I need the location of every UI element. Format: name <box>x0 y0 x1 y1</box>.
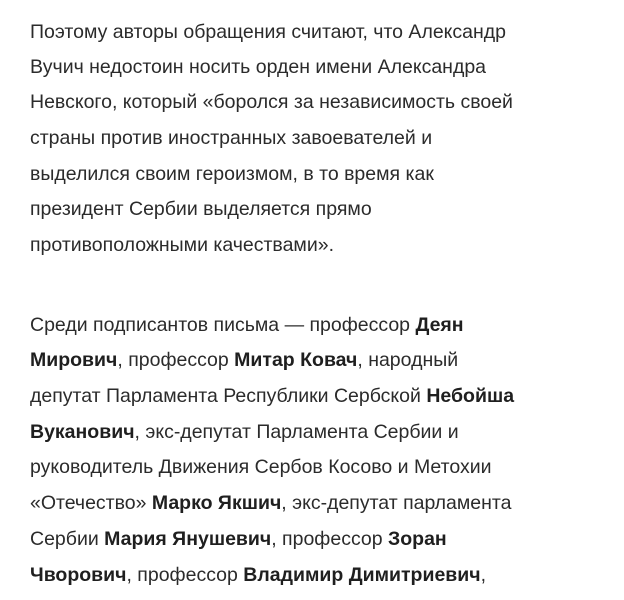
text-run: , профессор <box>126 564 244 586</box>
paragraph-1-line: страны против иностранных завоевателей и <box>30 127 433 149</box>
text-run: депутат Парламента Республики Сербской <box>30 385 427 407</box>
text-run: , экс-депутат Парламента Сербии и <box>134 421 459 443</box>
text-run: , профессор <box>117 349 235 371</box>
signatory-name: Зоран <box>388 528 447 550</box>
paragraph-2-line <box>30 414 459 450</box>
text-run: Сербии <box>30 528 105 550</box>
text-run: Среди подписантов письма — профессор <box>30 314 416 336</box>
paragraph-1-line: выделился своим героизмом, в то время как <box>30 163 434 185</box>
paragraph-1-line: Поэтому авторы обращения считают, что Александр <box>30 21 506 43</box>
signatory-name: Владимир Димитриевич <box>243 564 481 586</box>
text-run: , народный <box>357 349 459 371</box>
paragraph-2-line <box>30 342 458 378</box>
paragraph-2-line <box>30 378 514 414</box>
signatory-name: Митар Ковач <box>234 349 358 371</box>
signatory-name: Марко Якшич <box>151 492 282 514</box>
paragraph-1-line: Невского, который «боролся за независимость своей <box>30 91 513 113</box>
signatory-name: Небойша <box>426 385 515 407</box>
text-run: руководитель Движения Сербов Косово и Метохии <box>30 456 492 478</box>
paragraph-2-line <box>30 307 464 343</box>
paragraph-2-line <box>30 449 491 485</box>
paragraph-1-line: противоположными качествами». <box>30 234 334 256</box>
signatory-name: Деян <box>415 314 464 336</box>
text-run: «Отечество» <box>30 492 152 514</box>
text-run: , профессор <box>271 528 389 550</box>
text-run: , <box>480 564 487 586</box>
paragraph-2-line <box>30 485 511 521</box>
signatory-name: Вуканович <box>30 421 135 443</box>
paragraph-2-line <box>30 521 447 557</box>
paragraph-1-line: президент Сербии выделяется прямо <box>30 198 372 220</box>
signatory-name: Чворович <box>30 564 127 586</box>
paragraph-1-line: Вучич недостоин носить орден имени Александра <box>30 56 487 78</box>
paragraph-2-line <box>30 557 486 593</box>
text-run: , экс-депутат парламента <box>281 492 512 514</box>
signatory-name: Мирович <box>30 349 118 371</box>
signatory-name: Мария Янушевич <box>104 528 272 550</box>
